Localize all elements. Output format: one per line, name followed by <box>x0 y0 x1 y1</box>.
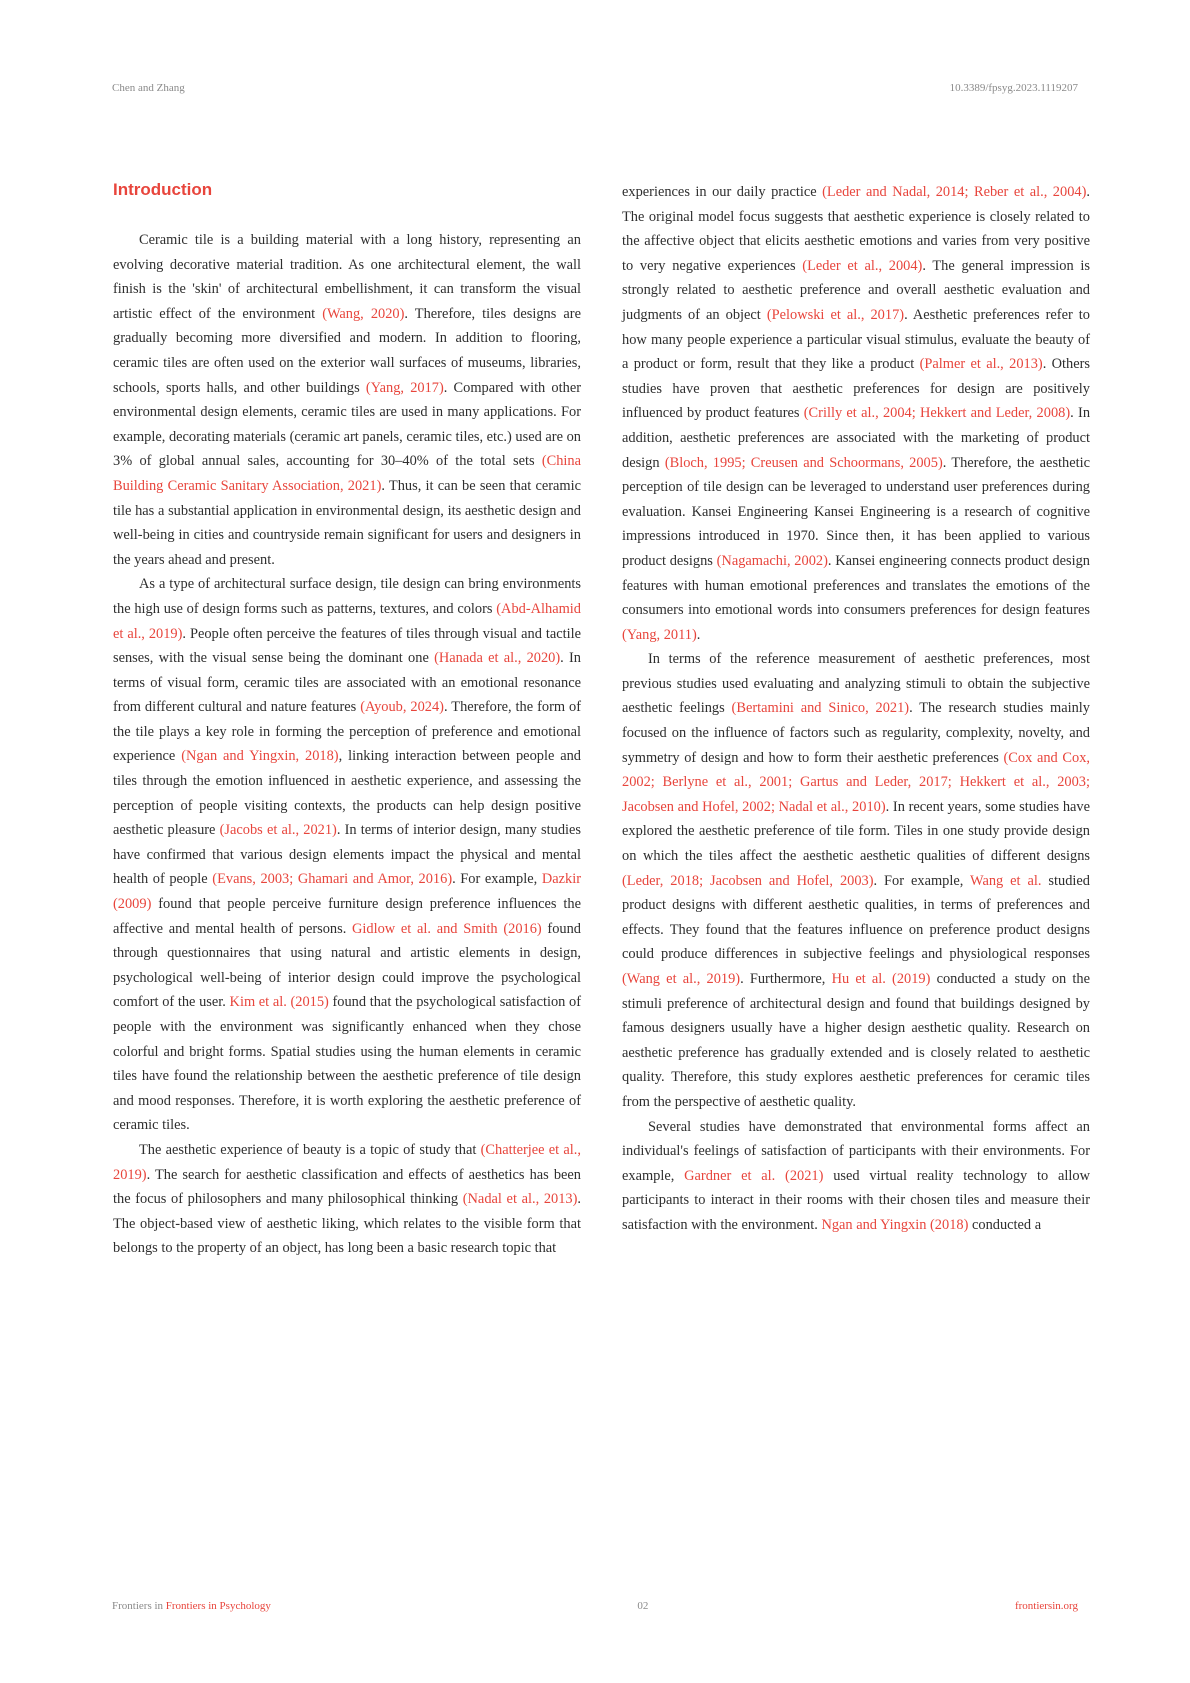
citation-link[interactable]: Ngan and Yingxin (2018) <box>821 1216 969 1233</box>
body-text: found that people perceive furniture design preference influences the affective and mental health of persons. <box>113 896 581 937</box>
citation-link[interactable]: (Palmer et al., 2013) <box>919 356 1043 373</box>
body-text: . In terms of interior design, many studies have confirmed that various design elements impact the physical and mental health of people <box>113 822 582 888</box>
citation-link[interactable]: Dazkir (2009) <box>113 871 581 913</box>
footer-journal-link[interactable]: Frontiers in Psychology <box>165 1600 271 1612</box>
body-text: . People often perceive the features of tiles through visual and tactile senses, with the visual sense being the dominant one <box>113 625 581 667</box>
header-authors: Chen and Zhang <box>112 82 185 94</box>
citation-link[interactable]: (Nadal et al., 2013) <box>462 1191 578 1208</box>
body-text: . In terms of visual form, ceramic tiles are associated with an emotional resonance from different cultural and nature features <box>113 650 581 716</box>
citation-link[interactable]: (Pelowski et al., 2017) <box>766 306 905 323</box>
citation-link[interactable]: Wang et al. <box>970 872 1042 889</box>
body-text: . Therefore, the form of the tile plays a key role in forming the perception of preference and emotional experience <box>113 699 581 765</box>
citation-link[interactable]: (Leder and Nadal, 2014; Reber et al., 2004) <box>822 184 1087 200</box>
body-text: . Others studies have proven that aesthetic preferences for design are positively influenced by product features <box>622 356 1091 422</box>
body-text: conducted a study on the stimuli preference of architectural design and found that buildings designed by famous designers usually have a higher design aesthetic quality. Research on aesthetic preference has gradually extended and is closely related to aesthetic quality. Therefore, this study explores aesthetic preferences for ceramic tiles from the perspective of aesthetic quality. <box>622 971 1090 1110</box>
paragraph <box>113 572 581 1138</box>
footer-website-link[interactable]: frontiersin.org <box>1014 1600 1078 1612</box>
citation-link[interactable]: (Leder et al., 2004) <box>802 257 923 274</box>
citation-link[interactable]: (Evans, 2003; Ghamari and Amor, 2016) <box>212 871 453 888</box>
body-text: used virtual reality technology to allow participants to interact in their rooms with their chosen tiles and measure their satisfaction with the environment. <box>622 1167 1090 1233</box>
body-text: . In recent years, some studies have explored the aesthetic preference of tile form. Tiles in one study provide design on which the tiles affect the aesthetic aesthetic qualities of different designs <box>622 798 1091 865</box>
body-text: found that the psychological satisfaction of people with the environment was significantly enhanced when they chose colorful and bright forms. Spatial studies using the human elements in ceramic tiles have found the relationship between the aesthetic preference of tile design and mood responses. Therefore, it is worth exploring the aesthetic preference of ceramic tiles. <box>113 994 581 1134</box>
page-footer <box>112 1600 1078 1612</box>
body-text: . Therefore, tiles designs are gradually becoming more diversified and modern. In addition to flooring, ceramic tiles are often used on the exterior wall surfaces of museums, libraries, schools, sports halls, and other buildings <box>113 305 581 396</box>
body-text: . In addition, aesthetic preferences are associated with the marketing of product design <box>622 405 1091 471</box>
citation-link[interactable]: (Ngan and Yingxin, 2018) <box>181 748 339 765</box>
citation-link[interactable]: (Bertamini and Sinico, 2021) <box>731 700 910 717</box>
body-text: The aesthetic experience of beauty is a topic of study that <box>139 1141 481 1158</box>
body-text: . The original model focus suggests that aesthetic experience is closely related to the affective object that elicits aesthetic emotions and varies from very positive to very negative experiences <box>622 184 1090 274</box>
body-text: . The research studies mainly focused on the influence of factors such as regularity, complexity, novelty, and symmetry of design and how to form their aesthetic preferences <box>622 700 1090 766</box>
paragraph <box>113 1138 581 1261</box>
citation-link[interactable]: (Cox and Cox, 2002; Berlyne et al., 2001; Gartus and Leder, 2017; Hekkert et al., 2003; Jacobsen and Hofel, 2002; Nadal et al., 2010) <box>622 749 1090 815</box>
paragraph <box>622 180 1090 647</box>
left-column <box>113 180 581 1261</box>
body-text: found through questionnaires that using natural and artistic elements in design, psychological well-being of interior design could improve the psychological comfort of the user. <box>113 920 581 1011</box>
body-text: , linking interaction between people and tiles through the emotion influenced in aesthetic experience, and assessing the perception of people visiting contexts, the products can help design positive aesthetic pleasure <box>113 748 581 839</box>
citation-link[interactable]: (Leder, 2018; Jacobsen and Hofel, 2003) <box>622 872 874 889</box>
paragraph <box>622 647 1090 1114</box>
citation-link[interactable]: (Crilly et al., 2004; Hekkert and Leder, 2008) <box>803 405 1071 422</box>
running-header <box>112 82 1078 94</box>
citation-link[interactable]: (Abd-Alhamid et al., 2019) <box>113 600 581 642</box>
citation-link[interactable]: Gardner et al. (2021) <box>684 1167 824 1184</box>
header-doi: 10.3389/fpsyg.2023.1119207 <box>949 82 1078 94</box>
body-text: . The general impression is strongly related to aesthetic preference and overall aesthetic evaluation and judgments of an object <box>622 257 1090 323</box>
citation-link[interactable]: Gidlow et al. and Smith (2016) <box>352 920 542 937</box>
body-text: conducted a <box>968 1216 1042 1233</box>
body-text: . Thus, it can be seen that ceramic tile has a substantial application in environmental design, its aesthetic design and well-being in cities and countryside remain significant for users and designers in the years ahead and present. <box>113 477 581 568</box>
citation-link[interactable]: (Ayoub, 2024) <box>360 699 444 716</box>
body-text: In terms of the reference measurement of aesthetic preferences, most previous studies used evaluating and analyzing stimuli to obtain the subjective aesthetic feelings <box>622 651 1090 717</box>
paragraph <box>622 1115 1090 1238</box>
citation-link[interactable]: (Yang, 2011) <box>622 626 697 643</box>
body-text: . Aesthetic preferences refer to how many people experience a particular visual stimulus, evaluate the beauty of a product or form, result that they like a product <box>622 306 1090 373</box>
citation-link[interactable]: (China Building Ceramic Sanitary Association, 2021) <box>113 453 581 494</box>
citation-link[interactable]: (Chatterjee et al., 2019) <box>113 1141 581 1183</box>
body-text: . Therefore, the aesthetic perception of tile design can be leveraged to understand user preferences during evaluation. Kansei Engineering Kansei Engineering is a research of cognitive impressions introduced in 1970. Since then, it has been applied to various product designs <box>622 454 1091 569</box>
citation-link[interactable]: Kim et al. (2015) <box>229 994 329 1011</box>
right-column <box>622 180 1090 1238</box>
body-text: Several studies have demonstrated that environmental forms affect an individual's feelings of satisfaction of participants with their environments. For example, <box>622 1118 1090 1184</box>
footer-prefix: Frontiers in <box>112 1600 166 1612</box>
citation-link[interactable]: (Wang et al., 2019) <box>622 971 741 987</box>
body-text: experiences in our daily practice <box>622 184 823 200</box>
body-text: . Kansei engineering connects product design features with human emotional preferences and translates the emotions of the consumers into emotional words into consumers preferences for design features <box>622 552 1091 619</box>
footer-journal <box>112 1600 271 1612</box>
citation-link[interactable]: (Wang, 2020) <box>322 305 405 322</box>
body-text: Ceramic tile is a building material with a long history, representing an evolving decorative material tradition. As one architectural element, the wall finish is the 'skin' of architectural embellishment, it can transform the visual artistic effect of the environment <box>113 232 581 322</box>
body-text: . <box>696 626 701 643</box>
body-text: As a type of architectural surface design, tile design can bring environments the high use of design forms such as patterns, textures, and colors <box>113 576 581 617</box>
page-number: 02 <box>637 1600 649 1612</box>
body-text: . Furthermore, <box>740 971 832 987</box>
body-text: . For example, <box>452 871 542 888</box>
citation-link[interactable]: (Hanada et al., 2020) <box>434 650 561 667</box>
paragraph <box>113 228 581 572</box>
citation-link[interactable]: (Jacobs et al., 2021) <box>219 822 337 839</box>
body-text: studied product designs with different aesthetic qualities, in terms of preferences and effects. They found that the features influence on preference product designs could produce differences in subjective feelings and physiological responses <box>622 872 1090 963</box>
citation-link[interactable]: (Yang, 2017) <box>365 379 444 396</box>
body-text: . Compared with other environmental design elements, ceramic tiles are used in many applications. For example, decorating materials (ceramic art panels, ceramic tiles, etc.) used are on 3% of global annual sales, accounting for 30–40% of the total sets <box>113 379 581 470</box>
citation-link[interactable]: (Bloch, 1995; Creusen and Schoormans, 2005) <box>664 454 943 471</box>
body-text: . The search for aesthetic classification and effects of aesthetics has been the focus of philosophers and many philosophical thinking <box>113 1166 581 1208</box>
citation-link[interactable]: (Nagamachi, 2002) <box>716 552 828 569</box>
body-text: . For example, <box>873 872 971 889</box>
section-heading: Introduction <box>113 180 213 199</box>
citation-link[interactable]: Hu et al. (2019) <box>831 971 931 987</box>
body-text: . The object-based view of aesthetic liking, which relates to the visible form that belongs to the property of an object, has long been a basic research topic that <box>113 1191 581 1257</box>
